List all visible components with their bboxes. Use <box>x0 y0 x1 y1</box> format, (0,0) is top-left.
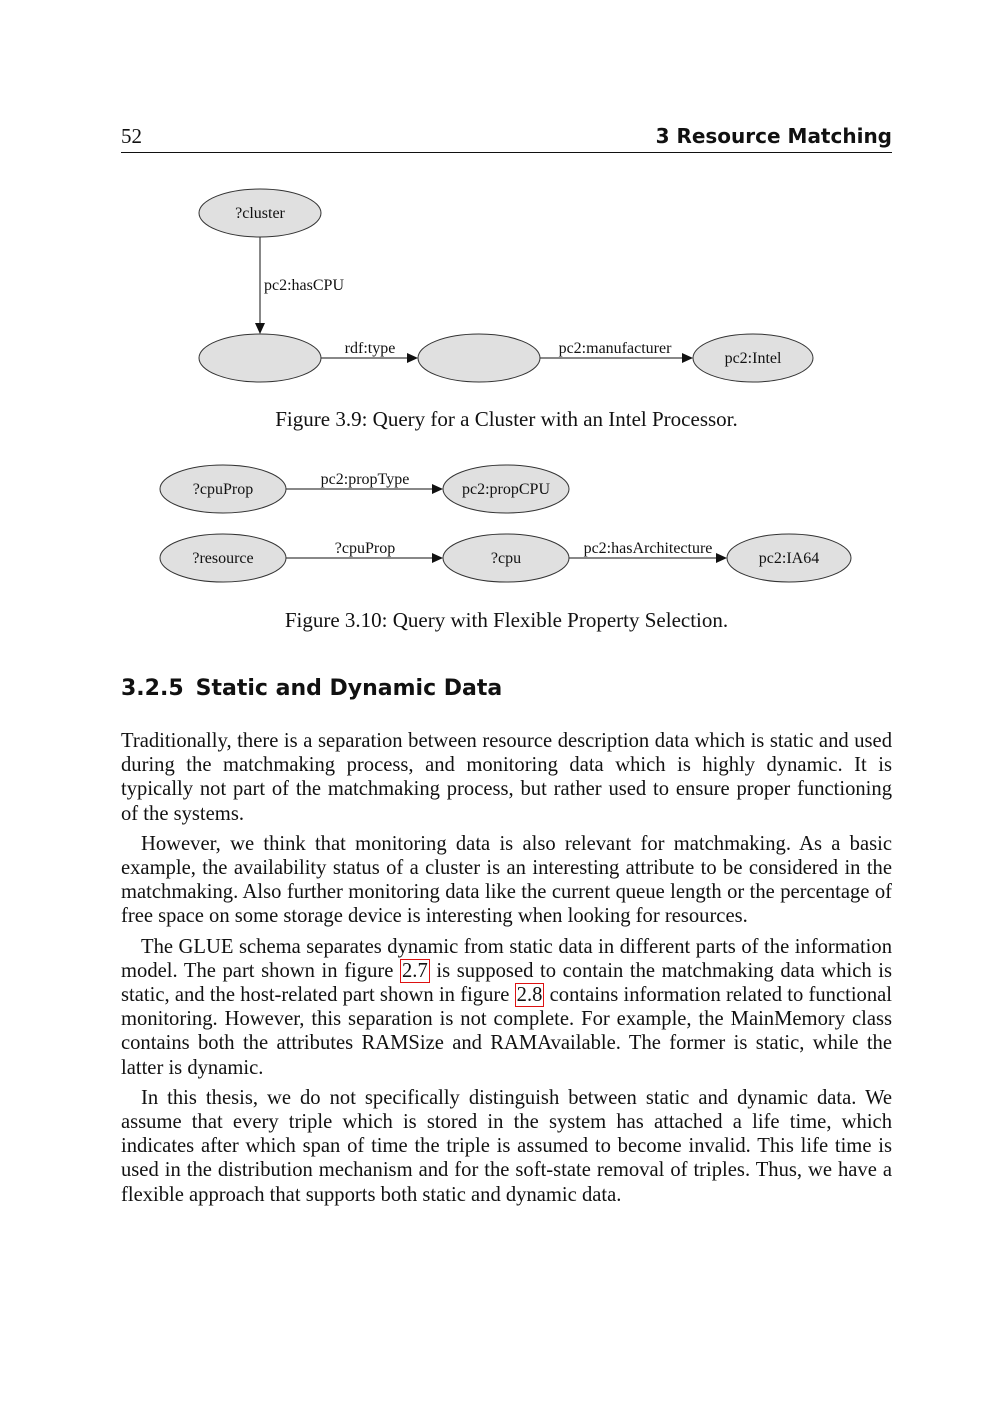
paragraph-2: However, we think that monitoring data is also relevant for matchmaking. As a basic example, the availability status of a cluster is an interesting attribute to be considered in the matchmaking. Also further monitoring data like the current queue length or the percentage of free space on some storage device is interesting when looking for resources. <box>121 832 892 928</box>
edge-label-prop-type: pc2:propType <box>320 471 410 488</box>
page-number: 52 <box>121 124 142 148</box>
paragraph-1: Traditionally, there is a separation between resource description data which is static and used during the matchmaking process, and monitoring data which is highly dynamic. It is typically not part of the matchmaking process, but rather used to ensure proper functioning of the systems. <box>121 730 892 825</box>
figure-3-10-caption: Figure 3.10: Query with Flexible Property Selection. <box>284 608 729 632</box>
paragraph-3-part-a: The GLUE schema separates dynamic from static data in different parts of the information model. The part shown in figure <box>121 935 892 982</box>
node-cpu-blank <box>199 334 321 382</box>
node-label-cluster: ?cluster <box>235 205 285 222</box>
paragraph-3 <box>121 935 892 1080</box>
figure-3-9-caption: Figure 3.9: Query for a Cluster with an Intel Processor. <box>275 407 738 431</box>
paragraph-4: In this thesis, we do not specifically distinguish between static and dynamic data. We assume that every triple which is stored in the system has attached a life time, which indicates after which span of time the triple is assumed to become invalid. This life time is used in the distribution mechanism and for the soft-state removal of triples. Thus, we have a flexible approach that supports both static and dynamic data. <box>121 1086 892 1206</box>
edge-label-has-cpu: pc2:hasCPU <box>264 277 344 294</box>
figure-3-10-graph <box>0 455 1000 595</box>
node-label-prop-cpu: pc2:propCPU <box>462 481 550 498</box>
chapter-title: 3 Resource Matching <box>655 124 892 148</box>
figure-ref-2-7-link[interactable]: 2.7 <box>402 959 428 982</box>
section-number: 3.2.5 <box>121 676 184 701</box>
node-label-cpu: ?cpu <box>490 550 522 567</box>
edge-label-has-architecture: pc2:hasArchitecture <box>583 540 713 557</box>
section-body <box>121 729 892 1213</box>
edge-label-cpu-prop-var: ?cpuProp <box>334 540 396 557</box>
figure-ref-2-8-link[interactable]: 2.8 <box>516 984 543 1007</box>
section-title: Static and Dynamic Data <box>195 676 503 701</box>
running-header <box>121 124 892 153</box>
edge-label-rdf-type: rdf:type <box>344 340 396 357</box>
paragraph-3-part-c: contains information related to functional monitoring. However, this separation is not complete. For example, the MainMemory class contains both the attributes RAMSize and RAMAvailable. The former is static, while the latter is dynamic. <box>121 984 892 1079</box>
node-type-blank <box>418 334 540 382</box>
node-label-cpu-prop: ?cpuProp <box>192 481 254 498</box>
node-label-ia64: pc2:IA64 <box>758 550 820 567</box>
edge-label-manufacturer: pc2:manufacturer <box>558 340 672 357</box>
paragraph-3-part-b: is supposed to contain the matchmaking data which is static, and the host-related part shown in figure <box>121 959 892 1007</box>
figure-3-9-graph <box>0 180 1000 395</box>
node-label-intel: pc2:Intel <box>724 350 782 367</box>
section-heading <box>121 674 502 704</box>
node-label-resource: ?resource <box>192 550 254 567</box>
